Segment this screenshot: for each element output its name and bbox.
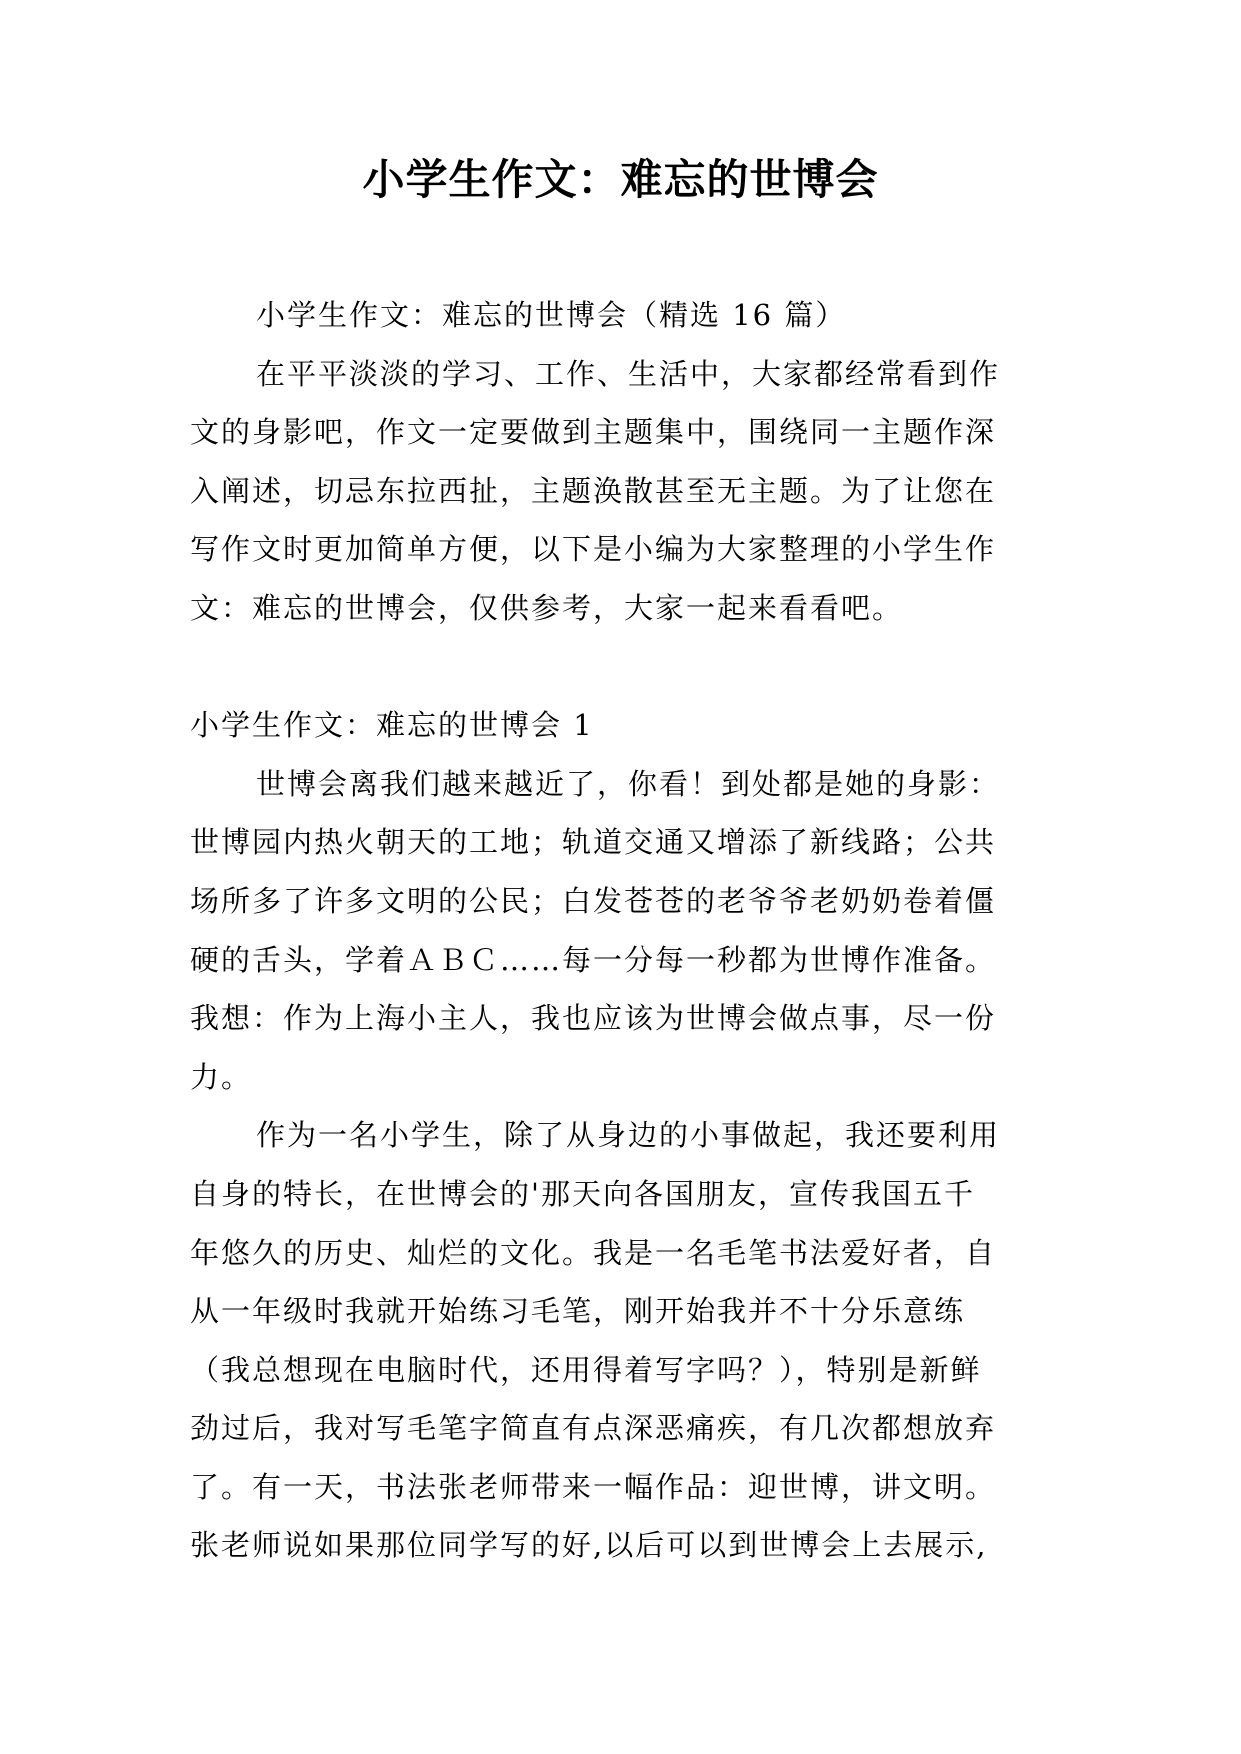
paragraph-line: 从一年级时我就开始练习毛笔，刚开始我并不十分乐意练	[190, 1294, 966, 1329]
paragraph-line: 了。有一天，书法张老师带来一幅作品：迎世博，讲文明。	[190, 1469, 997, 1504]
paragraph-line: 硬的舌头，学着ＡＢＣ……每一分每一秒都为世博作准备。	[190, 942, 997, 977]
paragraph-line: 世博园内热火朝天的工地；轨道交通又增添了新线路；公共	[190, 825, 997, 860]
section-heading: 小学生作文：难忘的世博会 1	[190, 708, 594, 743]
paragraph-line: 世博会离我们越来越近了，你看！到处都是她的身影：	[256, 766, 1001, 801]
paragraph-line: 我想：作为上海小主人，我也应该为世博会做点事，尽一份	[190, 1001, 997, 1036]
paragraph-line: 自身的特长，在世博会的'那天向各国朋友，宣传我国五千	[190, 1176, 975, 1211]
intro-line: 在平平淡淡的学习、工作、生活中，大家都经常看到作	[256, 356, 1001, 391]
document-title: 小学生作文：难忘的世博会	[362, 155, 879, 204]
intro-line: 写作文时更加简单方便，以下是小编为大家整理的小学生作	[190, 532, 997, 567]
paragraph-line: 场所多了许多文明的公民；白发苍苍的老爷爷老奶奶卷着僵	[190, 883, 997, 918]
paragraph-line: （我总想现在电脑时代，还用得着写字吗？），特别是新鲜	[190, 1352, 982, 1387]
paragraph-line: 力。	[190, 1059, 253, 1094]
paragraph-line: 年悠久的历史、灿烂的文化。我是一名毛笔书法爱好者，自	[190, 1235, 997, 1270]
paragraph-line: 张老师说如果那位同学写的好,以后可以到世博会上去展示,	[190, 1528, 988, 1563]
intro-subtitle: 小学生作文：难忘的世博会（精选 16 篇）	[256, 298, 847, 332]
paragraph-line: 劲过后，我对写毛笔字简直有点深恶痛疾，有几次都想放弃	[190, 1411, 997, 1446]
document-body	[190, 286, 1062, 1575]
intro-line: 文的身影吧，作文一定要做到主题集中，围绕同一主题作深	[190, 415, 997, 450]
intro-line: 文：难忘的世博会，仅供参考，大家一起来看看吧。	[190, 590, 904, 625]
section-spacer	[190, 638, 1062, 697]
paragraph-line: 作为一名小学生，除了从身边的小事做起，我还要利用	[256, 1118, 1001, 1153]
intro-line: 入阐述，切忌东拉西扯，主题涣散甚至无主题。为了让您在	[190, 473, 997, 508]
